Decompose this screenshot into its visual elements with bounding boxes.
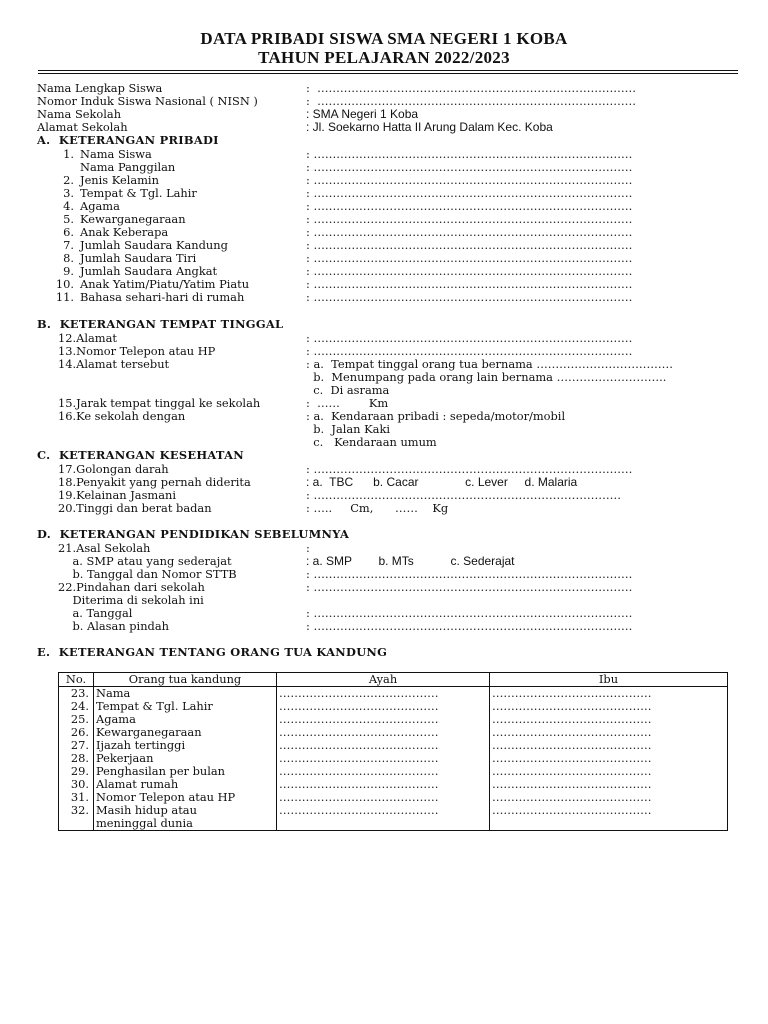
father-column <box>279 687 487 817</box>
father-entry[interactable]: …………………………………… <box>279 791 439 804</box>
mother-entry[interactable]: …………………………………… <box>492 713 652 726</box>
section-b-line <box>0 371 768 384</box>
item-label: 13.Nomor Telepon atau HP <box>58 344 216 358</box>
mother-entry[interactable]: …………………………………… <box>492 804 652 817</box>
table-header-row <box>59 673 728 687</box>
item-value[interactable]: : a. Kendaraan pribadi : sepeda/motor/mobil <box>306 410 566 423</box>
mother-entry[interactable]: …………………………………… <box>492 791 652 804</box>
item-value[interactable]: : ………………………………………………………………………… <box>306 607 633 620</box>
row-label: meninggal dunia <box>96 816 193 830</box>
item-label: Kewarganegaraan <box>80 212 186 226</box>
row-number: 26. <box>70 725 89 739</box>
item-value[interactable]: : ………………………………………………………………………… <box>306 174 633 187</box>
item-label: 20.Tinggi dan berat badan <box>58 501 212 515</box>
item-label: Diterima di sekolah ini <box>58 593 204 607</box>
row-label: Masih hidup atau <box>96 803 197 817</box>
item-value[interactable]: : ………………………………………………………………………… <box>306 620 633 633</box>
item-label: Agama <box>80 199 120 213</box>
item-number: 10. <box>55 277 74 291</box>
father-entry[interactable]: …………………………………… <box>279 765 439 778</box>
section-b-line <box>0 410 768 423</box>
item-number: 6. <box>63 225 74 239</box>
item-label: a. SMP atau yang sederajat <box>58 554 232 568</box>
item-value[interactable]: : ………………………………………………………………………… <box>306 200 633 213</box>
father-entry[interactable]: …………………………………… <box>279 778 439 791</box>
item-label: b. Alasan pindah <box>58 619 169 633</box>
row-number: 25. <box>70 712 89 726</box>
col-header-father: Ayah <box>277 673 490 687</box>
item-value[interactable]: : ………………………………………………………………………… <box>306 148 633 161</box>
row-number: 29. <box>70 764 89 778</box>
field-value[interactable]: : Jl. Soekarno Hatta II Arung Dalam Kec. Koba <box>306 121 553 134</box>
mother-entry[interactable]: …………………………………… <box>492 726 652 739</box>
item-number: 11. <box>55 290 74 304</box>
item-value[interactable]: : <box>306 542 310 555</box>
item-label: 18.Penyakit yang pernah diderita <box>58 475 251 489</box>
row-label: Nomor Telepon atau HP <box>96 790 236 804</box>
item-value[interactable]: : ………………………………………………………………………… <box>306 568 633 581</box>
item-value[interactable]: : ………………………………………………………………………… <box>306 161 633 174</box>
item-value[interactable]: : ………………………………………………………………………… <box>306 581 633 594</box>
field-value[interactable]: : ………………………………………………………………………… <box>306 95 637 108</box>
row-label: Ijazah tertinggi <box>96 738 186 752</box>
item-label: 16.Ke sekolah dengan <box>58 409 186 423</box>
item-label: Tempat & Tgl. Lahir <box>80 186 197 200</box>
section-c-line <box>0 502 768 515</box>
section-d-heading: D. KETERANGAN PENDIDIKAN SEBELUMNYA <box>37 527 350 541</box>
item-value[interactable]: : a. SMP b. MTs c. Sederajat <box>306 555 515 568</box>
item-label: Jumlah Saudara Tiri <box>80 251 197 265</box>
mother-column <box>492 687 725 817</box>
row-label: Penghasilan per bulan <box>96 764 226 778</box>
father-entry[interactable]: …………………………………… <box>279 726 439 739</box>
item-value[interactable]: : ……………………………………………………………………… <box>306 489 622 502</box>
item-value[interactable]: : ….. Cm, …… Kg <box>306 502 449 515</box>
row-label: Alamat rumah <box>96 777 179 791</box>
section-e-heading: E. KETERANGAN TENTANG ORANG TUA KANDUNG <box>37 645 388 659</box>
section-b-line <box>0 358 768 371</box>
item-number: 3. <box>63 186 74 200</box>
row-label: Tempat & Tgl. Lahir <box>96 699 213 713</box>
item-label: Anak Keberapa <box>80 225 169 239</box>
col-header-no: No. <box>59 673 94 687</box>
father-entry[interactable]: …………………………………… <box>279 752 439 765</box>
field-value[interactable]: : SMA Negeri 1 Koba <box>306 108 419 121</box>
page-subtitle: TAHUN PELAJARAN 2022/2023 <box>258 48 510 67</box>
item-label: 19.Kelainan Jasmani <box>58 488 176 502</box>
item-label: 14.Alamat tersebut <box>58 357 170 371</box>
parents-table <box>58 672 728 831</box>
item-value[interactable]: : ………………………………………………………………………… <box>306 463 633 476</box>
item-value[interactable]: : a. TBC b. Cacar c. Lever d. Malaria <box>306 476 578 489</box>
item-label: Jumlah Saudara Angkat <box>80 264 218 278</box>
item-label: Jenis Kelamin <box>80 173 159 187</box>
row-label: Kewarganegaraan <box>96 725 202 739</box>
item-number: 1. <box>63 147 74 161</box>
item-value[interactable]: : ………………………………………………………………………… <box>306 239 633 252</box>
mother-entry[interactable]: …………………………………… <box>492 752 652 765</box>
row-number: 24. <box>70 699 89 713</box>
row-number: 31. <box>70 790 89 804</box>
item-value[interactable]: : ………………………………………………………………………… <box>306 291 633 304</box>
mother-entry[interactable]: …………………………………… <box>492 687 652 700</box>
father-entry[interactable]: …………………………………… <box>279 687 439 700</box>
item-label: 17.Golongan darah <box>58 462 169 476</box>
row-number: 30. <box>70 777 89 791</box>
section-b-heading: B. KETERANGAN TEMPAT TINGGAL <box>37 317 284 331</box>
father-entry[interactable]: …………………………………… <box>279 713 439 726</box>
item-value[interactable]: : ………………………………………………………………………… <box>306 345 633 358</box>
item-label: Anak Yatim/Piatu/Yatim Piatu <box>80 277 250 291</box>
item-label: a. Tanggal <box>58 606 133 620</box>
item-number: 4. <box>63 199 74 213</box>
title-divider-bottom <box>38 73 738 74</box>
item-number: 9. <box>63 264 74 278</box>
item-label: 15.Jarak tempat tinggal ke sekolah <box>58 396 261 410</box>
item-value[interactable]: c. Di asrama <box>306 384 390 397</box>
row-number: 27. <box>70 738 89 752</box>
item-number: 7. <box>63 238 74 252</box>
item-label: 12.Alamat <box>58 331 117 345</box>
item-number: 8. <box>63 251 74 265</box>
field-label: Nomor Induk Siswa Nasional ( NISN ) <box>37 94 258 108</box>
item-number: 2. <box>63 173 74 187</box>
col-header-mother: Ibu <box>490 673 728 687</box>
item-value[interactable]: : a. Tempat tinggal orang tua bernama ……………………………… <box>306 358 674 371</box>
number-column <box>61 687 91 817</box>
section-d-line <box>0 620 768 633</box>
row-number: 23. <box>70 686 89 700</box>
father-entry[interactable]: …………………………………… <box>279 739 439 752</box>
item-value[interactable]: b. Menumpang pada orang lain bernama ……………………….. <box>306 371 667 384</box>
item-label: Nama Siswa <box>80 147 152 161</box>
mother-entry[interactable]: …………………………………… <box>492 739 652 752</box>
field-value[interactable]: : ………………………………………………………………………… <box>306 82 637 95</box>
row-label: Nama <box>96 686 131 700</box>
section-a-item <box>0 291 768 304</box>
item-value[interactable]: : ………………………………………………………………………… <box>306 187 633 200</box>
item-label: Jumlah Saudara Kandung <box>80 238 228 252</box>
father-entry[interactable]: …………………………………… <box>279 700 439 713</box>
item-label: Nama Panggilan <box>80 160 176 174</box>
mother-entry[interactable]: …………………………………… <box>492 700 652 713</box>
row-number: 28. <box>70 751 89 765</box>
item-column <box>96 687 274 830</box>
item-number: 5. <box>63 212 74 226</box>
section-b-line <box>0 423 768 436</box>
item-value[interactable]: : ………………………………………………………………………… <box>306 332 633 345</box>
page-title: DATA PRIBADI SISWA SMA NEGERI 1 KOBA <box>200 29 568 48</box>
mother-entry[interactable]: …………………………………… <box>492 765 652 778</box>
item-label: Bahasa sehari-hari di rumah <box>80 290 245 304</box>
row-label: Pekerjaan <box>96 751 154 765</box>
item-label: 22.Pindahan dari sekolah <box>58 580 205 594</box>
item-value[interactable]: c. Kendaraan umum <box>306 436 437 449</box>
father-entry[interactable]: …………………………………… <box>279 804 439 817</box>
item-value[interactable]: : ………………………………………………………………………… <box>306 252 633 265</box>
item-value[interactable]: : ………………………………………………………………………… <box>306 213 633 226</box>
field-label: Nama Lengkap Siswa <box>37 81 163 95</box>
col-header-parent: Orang tua kandung <box>94 673 277 687</box>
item-value[interactable]: : ………………………………………………………………………… <box>306 226 633 239</box>
section-a-heading: A. KETERANGAN PRIBADI <box>37 133 219 147</box>
title-divider-top <box>38 70 738 71</box>
item-value[interactable]: : ………………………………………………………………………… <box>306 265 633 278</box>
item-value[interactable]: : …… Km <box>306 397 389 410</box>
field-label: Alamat Sekolah <box>37 120 128 134</box>
item-label: 21.Asal Sekolah <box>58 541 151 555</box>
mother-entry[interactable]: …………………………………… <box>492 778 652 791</box>
table-body-row <box>59 687 728 831</box>
row-label: Agama <box>96 712 136 726</box>
item-label: b. Tanggal dan Nomor STTB <box>58 567 237 581</box>
row-number: 32. <box>70 803 89 817</box>
item-value[interactable]: : ………………………………………………………………………… <box>306 278 633 291</box>
item-value[interactable]: b. Jalan Kaki <box>306 423 390 436</box>
section-c-heading: C. KETERANGAN KESEHATAN <box>37 448 244 462</box>
field-label: Nama Sekolah <box>37 107 122 121</box>
